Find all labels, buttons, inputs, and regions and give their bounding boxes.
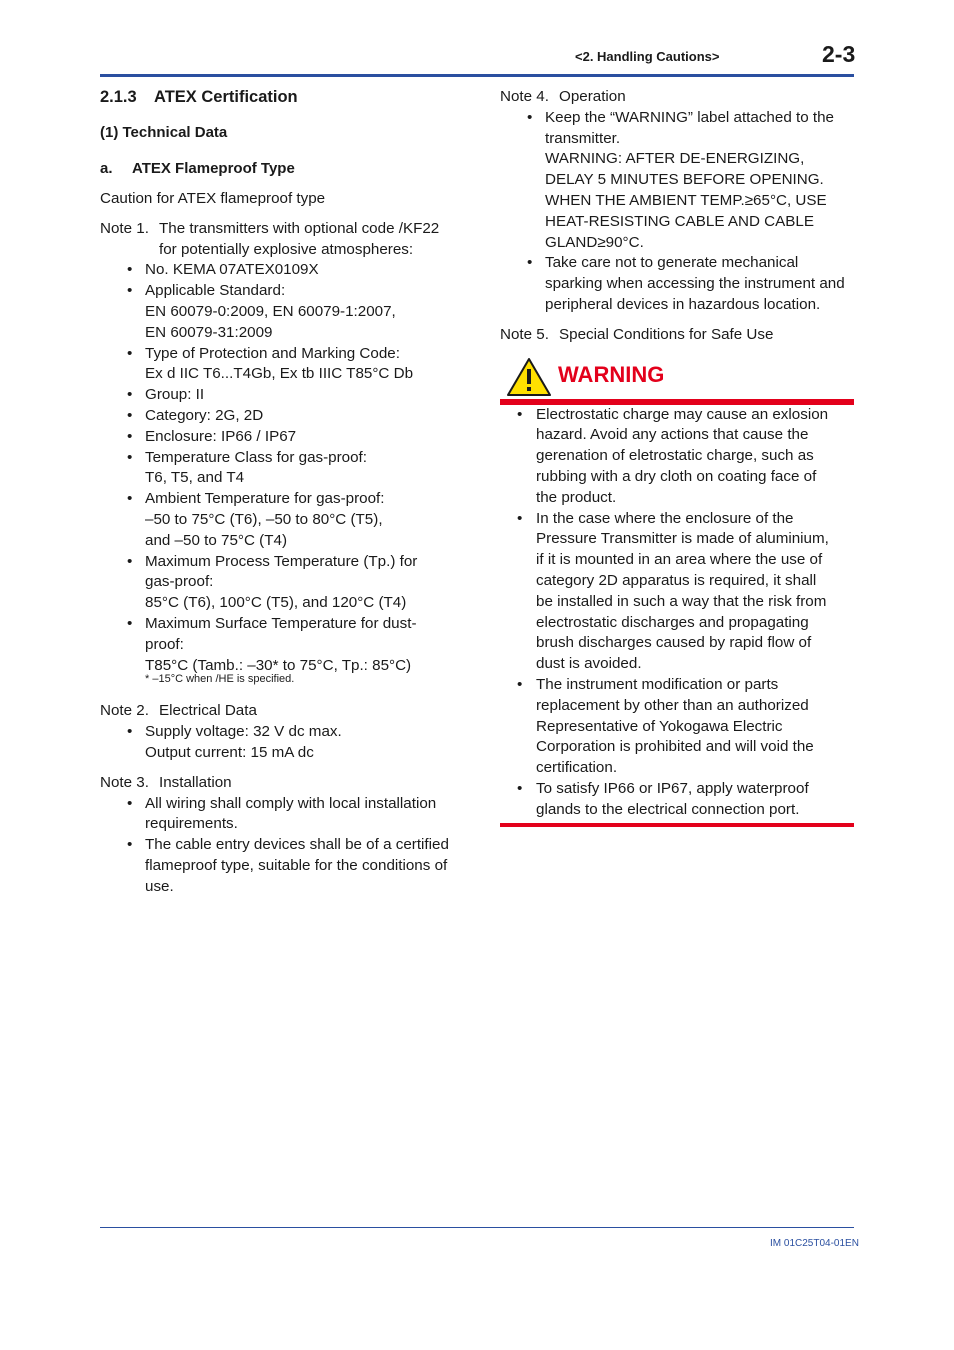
- list-item: [500, 108, 854, 254]
- note-1: Note 1. The transmitters with optional code /KF22 for potentially explosive atmospheres: • No. KEMA 07ATEX0109X • Applicable Standard: EN 60079-0:2009, EN 60079-1:2007, EN 60079-31:2009 • Type of Protection and Marking Code: Ex d IIC T6...T4Gb, Ex tb IIIC T85°C Db • Group: II • Category: 2G, 2D • Enclosure: IP66 / IP67 • Temperature Class for gas-proof: T6, T5, and T4 • Ambient Temperature for gas-proof: –50 to 75°C (T6), –50 to 80°C (T5), and –50 to 75°C (T4) • Maximum Process Temperature (Tp.) for gas-proof: 85°C (T6), 100°C (T5), and 120°C (T4) • Maximum Surface Temperature for dust- proof: T85°C (Tamb.: –30* to 75°C, Tp.: 85°C) * –15°C when /HE is specified.: [100, 219, 460, 686]
- list-item-line: • Electrostatic charge may cause an exlosion: [536, 405, 829, 423]
- list-item-line: electrostatic discharges and propagating: [536, 613, 809, 631]
- note-5: Note 5. Special Conditions for Safe Use: [500, 325, 774, 343]
- list-item-line: EN 60079-31:2009: [145, 323, 273, 341]
- list-item-line: • Enclosure: IP66 / IP67: [145, 427, 297, 445]
- list-item: [100, 614, 460, 676]
- list-item-line: 85°C (T6), 100°C (T5), and 120°C (T4): [145, 594, 407, 612]
- list-item-line: • Ambient Temperature for gas-proof:: [145, 490, 385, 508]
- list-item: [100, 489, 460, 551]
- list-item-line: • Keep the “WARNING” label attached to the: [545, 108, 834, 126]
- footer-rule: [100, 1227, 854, 1228]
- list-item-line: EN 60079-0:2009, EN 60079-1:2007,: [145, 302, 396, 320]
- list-item: [100, 722, 460, 764]
- list-item: [100, 260, 460, 281]
- list-item-line: T85°C (Tamb.: –30* to 75°C, Tp.: 85°C): [145, 656, 412, 674]
- list-item-line: • All wiring shall comply with local installation: [145, 794, 437, 812]
- list-item-line: • Applicable Standard:: [145, 282, 286, 300]
- sub-subsection-heading: a. ATEX Flameproof Type: [100, 160, 295, 177]
- list-item: [100, 406, 460, 427]
- warning-title: WARNING: [558, 361, 665, 387]
- list-item-line: requirements.: [145, 815, 238, 833]
- list-item-line: • Temperature Class for gas-proof:: [145, 448, 367, 466]
- list-item-line: sparking when accessing the instrument and: [545, 275, 845, 293]
- section-heading: 2.1.3 ATEX Certification: [100, 88, 298, 106]
- list-item-line: rubbing with a dry cloth on coating face of: [536, 467, 817, 485]
- subsection-heading: (1) Technical Data: [100, 124, 228, 141]
- warning-list: [500, 405, 854, 821]
- list-item-line: and –50 to 75°C (T4): [145, 531, 287, 549]
- list-item-line: WARNING: AFTER DE-ENERGIZING,: [545, 150, 805, 168]
- list-item: [100, 281, 460, 343]
- header-section-title: <2. Handling Cautions>: [575, 49, 720, 64]
- list-item-line: Corporation is prohibited and will void the: [536, 738, 814, 756]
- list-item: [100, 427, 460, 448]
- list-item-line: • The instrument modification or parts: [536, 675, 779, 693]
- list-item-line: • Supply voltage: 32 V dc max.: [145, 723, 342, 741]
- note-2: Note 2. Electrical Data • Supply voltage: 32 V dc max. Output current: 15 mA dc: [100, 701, 460, 763]
- list-item-line: • To satisfy IP66 or IP67, apply waterproof: [536, 779, 809, 797]
- footnote: * –15°C when /HE is specified.: [145, 673, 295, 686]
- list-item: [100, 552, 460, 614]
- list-item-line: brush discharges caused by rapid flow of: [536, 634, 812, 652]
- list-item-line: HEAT-RESISTING CABLE AND CABLE: [545, 212, 814, 230]
- list-item-line: transmitter.: [545, 129, 621, 147]
- list-item-line: DELAY 5 MINUTES BEFORE OPENING.: [545, 171, 824, 189]
- list-item-line: • Maximum Process Temperature (Tp.) for: [145, 552, 418, 570]
- list-item-line: gerenation of eletrostatic charge, such as: [536, 447, 814, 465]
- list-item: [500, 405, 854, 509]
- list-item-line: Pressure Transmitter is made of aluminium,: [536, 530, 829, 548]
- left-column: [100, 87, 460, 907]
- warning-header: [500, 357, 854, 399]
- list-item-line: • Group: II: [145, 386, 205, 404]
- list-item-line: replacement by other than an authorized: [536, 696, 809, 714]
- list-item-line: • Take care not to generate mechanical: [545, 254, 799, 272]
- list-item-line: Output current: 15 mA dc: [145, 743, 314, 761]
- list-item-line: • No. KEMA 07ATEX0109X: [145, 261, 319, 279]
- list-item-line: Ex d IIC T6...T4Gb, Ex tb IIIC T85°C Db: [145, 365, 414, 383]
- list-item-line: hazard. Avoid any actions that cause the: [536, 426, 809, 444]
- note-3: Note 3. Installation • All wiring shall comply with local installation requirements. • The cable entry devices shall be of a certified flameproof type, suitable for the conditions of use.: [100, 773, 460, 898]
- list-item-line: peripheral devices in hazardous location.: [545, 295, 821, 313]
- list-item-line: –50 to 75°C (T6), –50 to 80°C (T5),: [145, 510, 383, 528]
- document-code: IM 01C25T04-01EN: [770, 1238, 859, 1249]
- note-4-list: [500, 108, 854, 316]
- note-3-list: [100, 794, 460, 898]
- list-item-line: • Category: 2G, 2D: [145, 406, 264, 424]
- caution-text: Caution for ATEX flameproof type: [100, 190, 326, 207]
- list-item-line: • The cable entry devices shall be of a certified: [145, 836, 449, 854]
- note-2-list: [100, 722, 460, 764]
- list-item-line: gas-proof:: [145, 573, 214, 591]
- list-item-line: GLAND≥90°C.: [545, 233, 644, 251]
- list-item-line: dust is avoided.: [536, 655, 642, 673]
- list-item: [100, 794, 460, 836]
- right-column: [500, 87, 854, 827]
- list-item-line: • In the case where the enclosure of the: [536, 509, 794, 527]
- list-item: [100, 835, 460, 897]
- list-item-line: T6, T5, and T4: [145, 469, 245, 487]
- warning-bottom-bar: [500, 823, 854, 827]
- list-item: [500, 509, 854, 675]
- note-1-list: [100, 260, 460, 676]
- list-item-line: the product.: [536, 488, 617, 506]
- page-number: 2-3: [822, 41, 856, 67]
- warning-triangle-icon: [506, 357, 552, 397]
- list-item-line: glands to the electrical connection port.: [536, 800, 800, 818]
- header-rule: [100, 74, 854, 77]
- list-item: [100, 344, 460, 386]
- list-item: [500, 675, 854, 779]
- list-item-line: • Type of Protection and Marking Code:: [145, 344, 400, 362]
- list-item-line: if it is mounted in an area where the use of: [536, 551, 823, 569]
- list-item: [500, 779, 854, 821]
- list-item-line: be installed in such a way that the risk from: [536, 592, 827, 610]
- list-item-line: use.: [145, 877, 174, 895]
- note-4: Note 4. Operation • Keep the “WARNING” label attached to the transmitter. WARNING: AFTER DE-ENERGIZING, DELAY 5 MINUTES BEFORE OPENING. WHEN THE AMBIENT TEMP.≥65°C, USE HEAT-RESISTING CABLE AND CABLE GLAND≥90°C. • Take care not to generate mechanical sparking when accessing the instrument and peripheral devices in hazardous location.: [500, 87, 854, 316]
- list-item-line: flameproof type, suitable for the conditions of: [145, 856, 448, 874]
- list-item-line: • Maximum Surface Temperature for dust-: [145, 614, 417, 632]
- list-item-line: Representative of Yokogawa Electric: [536, 717, 783, 735]
- list-item-line: proof:: [145, 635, 184, 653]
- list-item: [500, 253, 854, 315]
- list-item-line: certification.: [536, 759, 618, 777]
- list-item-line: WHEN THE AMBIENT TEMP.≥65°C, USE: [545, 191, 827, 209]
- list-item: [100, 385, 460, 406]
- list-item-line: category 2D apparatus is required, it shall: [536, 571, 817, 589]
- list-item: [100, 448, 460, 490]
